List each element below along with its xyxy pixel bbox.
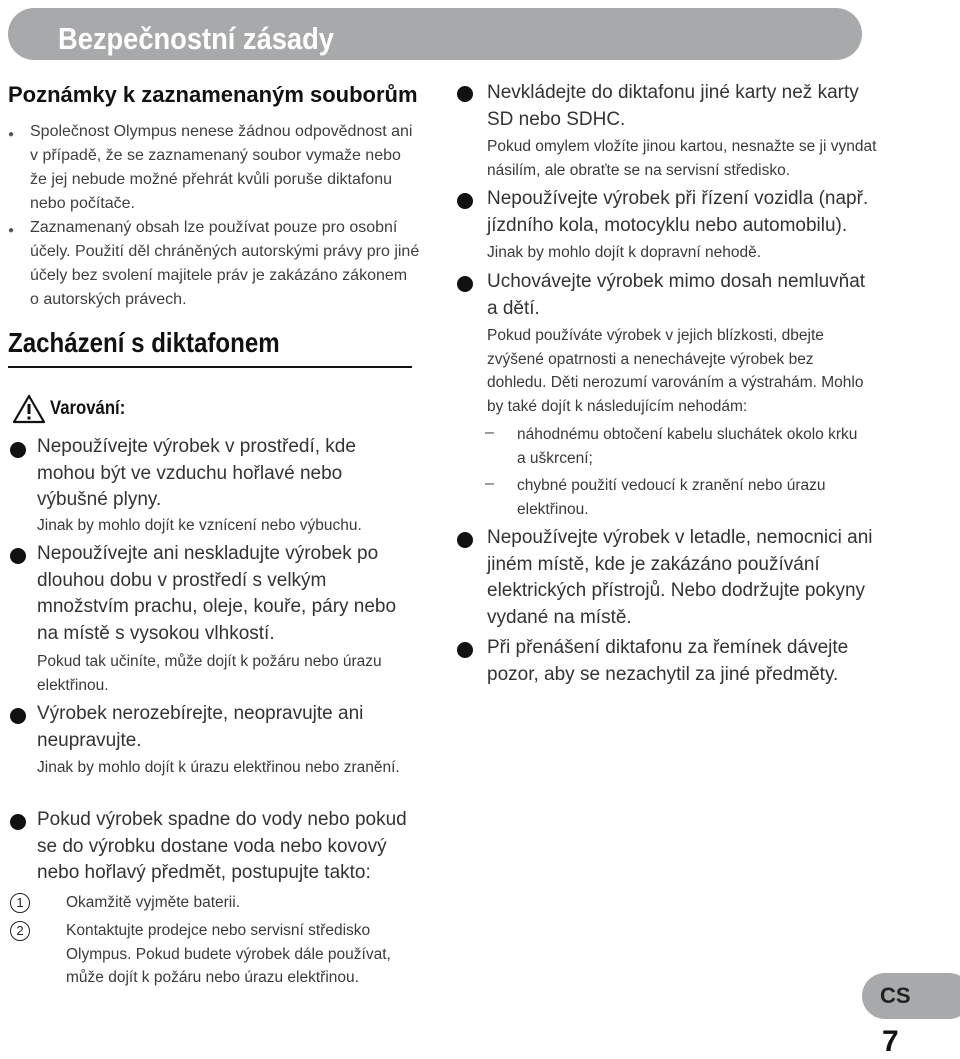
dash-item-text: chybné použití vedoucí k zranění nebo úrazu elektřinou. bbox=[517, 477, 826, 518]
notes-text: Společnost Olympus nenese žádnou odpovědnost ani v případě, že se zaznamenaný soubor vymaže nebo že jej nebude možné přehrát kvůli poruše diktafonu nebo počítače. bbox=[30, 123, 413, 212]
bullet-icon bbox=[457, 532, 473, 548]
step-text: Kontaktujte prodejce nebo servisní středisko Olympus. Pokud budete výrobek dále používat, může dojít k požáru nebo úrazu elektřinou. bbox=[66, 922, 391, 986]
warning-item-main: Pokud výrobek spadne do vody nebo pokud se do výrobku dostane voda nebo kovový nebo hořlavý předmět, postupujte takto: bbox=[37, 809, 407, 883]
small-bullet-icon: ● bbox=[8, 225, 15, 236]
warning-item-main: Nepoužívejte výrobek při řízení vozidla (např. jízdního kola, motocyklu nebo automobilu). bbox=[487, 188, 869, 236]
bullet-icon bbox=[10, 814, 26, 830]
warning-item-sub: Jinak by mohlo dojít ke vznícení nebo výbuchu. bbox=[37, 517, 362, 534]
warning-label: Varování: bbox=[50, 398, 126, 419]
small-bullet-icon: ● bbox=[8, 129, 15, 140]
bullet-icon bbox=[457, 193, 473, 209]
notes-heading: Poznámky k zaznamenaným souborům bbox=[8, 82, 418, 107]
warning-item-main: Nepoužívejte výrobek v prostředí, kde mohou být ve vzduchu hořlavé nebo výbušné plyny. bbox=[37, 436, 356, 510]
language-code: CS bbox=[880, 983, 911, 1008]
warning-item-sub: Jinak by mohlo dojít k úrazu elektřinou nebo zranění. bbox=[37, 759, 400, 776]
warning-item-main: Uchovávejte výrobek mimo dosah nemluvňat a dětí. bbox=[487, 271, 866, 319]
step-number-icon: 1 bbox=[10, 893, 30, 913]
warning-item-main: Při přenášení diktafonu za řemínek dávejte pozor, aby se nezachytil za jiné předměty. bbox=[487, 637, 849, 685]
bullet-icon bbox=[10, 708, 26, 724]
warning-label-row bbox=[8, 392, 308, 428]
warning-item-main: Nepoužívejte ani neskladujte výrobek po dlouhou dobu v prostředí s velkým množstvím prachu, oleje, kouře, páry nebo na místě s vysokou vlhkostí. bbox=[37, 543, 397, 644]
page-number: 7 bbox=[882, 1025, 899, 1058]
language-badge bbox=[862, 973, 960, 1019]
warning-item-main: Výrobek nerozebírejte, neopravujte ani neupravujte. bbox=[37, 703, 364, 751]
bullet-icon bbox=[457, 276, 473, 292]
dash-marker: – bbox=[485, 475, 494, 492]
warning-item-main: Nepoužívejte výrobek v letadle, nemocnici ani jiném místě, kde je zakázáno používání elektrických přístrojů. Nebo dodržujte pokyny vydané na místě. bbox=[487, 527, 873, 628]
dash-item-text: náhodnému obtočení kabelu sluchátek okolo krku a uškrcení; bbox=[517, 426, 858, 467]
dash-marker: – bbox=[485, 424, 494, 441]
header-bar bbox=[8, 8, 862, 60]
step-text: Okamžitě vyjměte baterii. bbox=[66, 894, 240, 911]
bullet-icon bbox=[457, 642, 473, 658]
warning-item-sub: Pokud omylem vložíte jinou kartou, nesnažte se ji vyndat násilím, ale obraťte se na servisní středisko. bbox=[487, 138, 877, 179]
bullet-icon bbox=[10, 442, 26, 458]
warning-item-sub: Pokud používáte výrobek v jejich blízkosti, dbejte zvýšené opatrnosti a nenechávejte výrobek bez dohledu. Děti nerozumí varováním a výstrahám. Mohlo by také dojít k následujícím nehodám: bbox=[487, 327, 864, 415]
warning-item-sub: Jinak by mohlo dojít k dopravní nehodě. bbox=[487, 244, 762, 261]
bullet-icon bbox=[457, 86, 473, 102]
warning-triangle-icon bbox=[12, 394, 46, 424]
heading-underline bbox=[8, 366, 412, 368]
warning-item-main: Nevkládejte do diktafonu jiné karty než karty SD nebo SDHC. bbox=[487, 82, 859, 130]
warning-item-sub: Pokud tak učiníte, může dojít k požáru nebo úrazu elektřinou. bbox=[37, 653, 382, 694]
page-title: Bezpečnostní zásady bbox=[58, 21, 334, 56]
notes-text: Zaznamenaný obsah lze používat pouze pro osobní účely. Použití děl chráněných autorskými právy pro jiné účely bez svolení majitele práv je zakázáno zákonem o autorských právech. bbox=[30, 219, 420, 308]
step-number-icon: 2 bbox=[10, 921, 30, 941]
bullet-icon bbox=[10, 548, 26, 564]
handling-heading: Zacházení s diktafonem bbox=[8, 327, 280, 358]
